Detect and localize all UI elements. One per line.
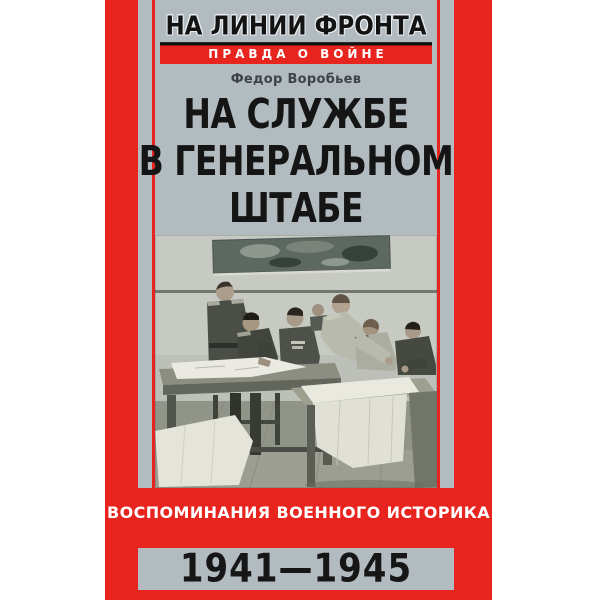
book-title (138, 90, 454, 231)
cover-subtitle: ВОСПОМИНАНИЯ ВОЕННОГО ИСТОРИКА (107, 502, 490, 522)
years-band (138, 548, 454, 590)
author-name: Федор Воробьев (230, 72, 362, 87)
subtitle-band (105, 497, 492, 527)
book-cover (105, 0, 492, 600)
title-line (138, 184, 454, 231)
title-line (138, 137, 454, 184)
title-line (138, 90, 454, 137)
title-line-1: НА СЛУЖБЕ (183, 89, 409, 138)
years: 1941—1945 (179, 546, 413, 592)
officer-hand (402, 366, 409, 373)
series-subtitle: ПРАВДА О ВОЙНЕ (160, 45, 431, 64)
series-title: НА ЛИНИИ ФРОНТА (160, 13, 431, 46)
cover-photo-officers-at-map-tables (155, 235, 437, 488)
title-line-2: В ГЕНЕРАЛЬНОМ (138, 136, 454, 185)
cover-top-panel (138, 0, 454, 488)
officer-hand (385, 357, 393, 365)
series-logo (138, 13, 454, 64)
series-logo-box (160, 13, 431, 64)
wall-map (213, 236, 391, 276)
title-line-3: ШТАБЕ (228, 183, 363, 232)
